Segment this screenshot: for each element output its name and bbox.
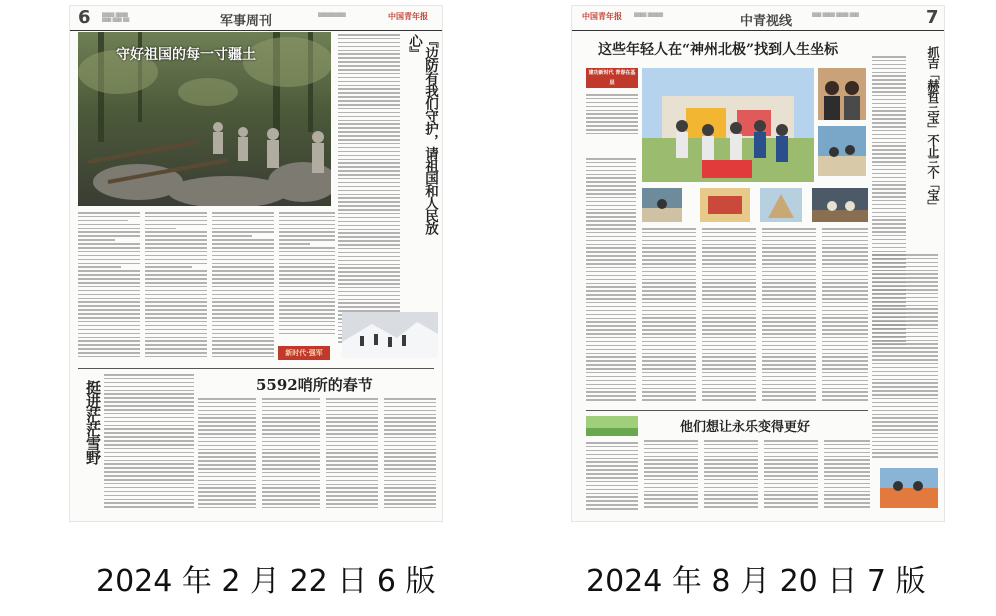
lead-photo-title: 守好祖国的每一寸疆土 <box>116 47 256 63</box>
series-banner: 新时代·强军 <box>278 346 330 360</box>
header-meta: ▒▒▒▒ ▒▒▒▒▒ <box>634 12 663 17</box>
header-meta-right: ▒▒▒▒▒▒▒▒▒ <box>318 12 346 17</box>
article-text <box>279 212 335 362</box>
main-photo-group <box>642 68 814 182</box>
side-headline: 『边防有我们守护，请祖国和人民放心』 <box>406 34 438 234</box>
page-header <box>572 6 944 31</box>
article-text <box>326 398 378 516</box>
article-text <box>822 228 868 408</box>
divider <box>586 410 868 411</box>
divider <box>78 368 434 369</box>
article-text <box>384 398 436 516</box>
lead-photo-soldiers-forest <box>78 32 331 206</box>
header-meta-right: ▒▒▒ ▒▒▒▒ ▒▒▒▒ ▒▒▒ <box>812 12 859 17</box>
article-text <box>586 158 636 408</box>
small-photo-green <box>586 416 638 436</box>
page-number: 6 <box>78 7 91 28</box>
small-photo <box>700 188 750 222</box>
small-photo <box>812 188 868 222</box>
story3-headline: 挺进茫茫雪野 <box>84 380 102 464</box>
article-text <box>764 440 818 512</box>
photo-portrait-group <box>818 68 866 120</box>
article-text <box>198 398 256 516</box>
photo-colorful-scene <box>880 468 938 508</box>
article-text <box>262 398 320 516</box>
page-number: 7 <box>926 7 939 28</box>
newspaper-logo: 中国青年报 <box>582 11 622 21</box>
side-headline: 抓吉「赫哲三宝」不止三个「宝」 <box>926 46 940 211</box>
newspaper-page-right <box>572 6 944 521</box>
article-text <box>586 94 638 154</box>
story2-headline: 5592哨所的春节 <box>256 376 373 394</box>
article-text <box>78 212 140 362</box>
article-text <box>644 440 698 512</box>
small-photo <box>642 188 682 222</box>
newspaper-logo: 中国青年报 <box>388 11 428 21</box>
article-text <box>212 212 274 362</box>
article-text <box>762 228 816 408</box>
caption-right-date: 2024 年 8 月 20 日 7 版 <box>586 564 926 599</box>
newspaper-page-left <box>70 6 442 521</box>
article-text <box>702 228 756 408</box>
article-text <box>872 254 938 462</box>
small-photo <box>760 188 802 222</box>
photo-activity <box>818 126 866 176</box>
section-title: 中青视线 <box>740 14 793 29</box>
article-text <box>642 228 696 408</box>
main-headline: 这些年轻人在“神州北极”找到人生坐标 <box>598 42 839 58</box>
section-title: 军事周刊 <box>220 14 273 29</box>
column-badge: 建功新时代 青春在基层 <box>586 68 638 88</box>
article-text <box>104 374 194 514</box>
page-header <box>70 6 442 31</box>
snow-patrol-photo <box>342 312 438 358</box>
article-text <box>824 440 870 512</box>
header-meta: ▒▒▒▒ ▒▒▒▒ ▒▒▒ ▒▒▒ ▒▒ <box>102 12 130 22</box>
article-text <box>586 442 638 514</box>
caption-left-date: 2024 年 2 月 22 日 6 版 <box>96 564 436 599</box>
sub-headline: 他们想让永乐变得更好 <box>680 420 811 435</box>
article-text <box>704 440 758 512</box>
article-text <box>145 212 207 362</box>
